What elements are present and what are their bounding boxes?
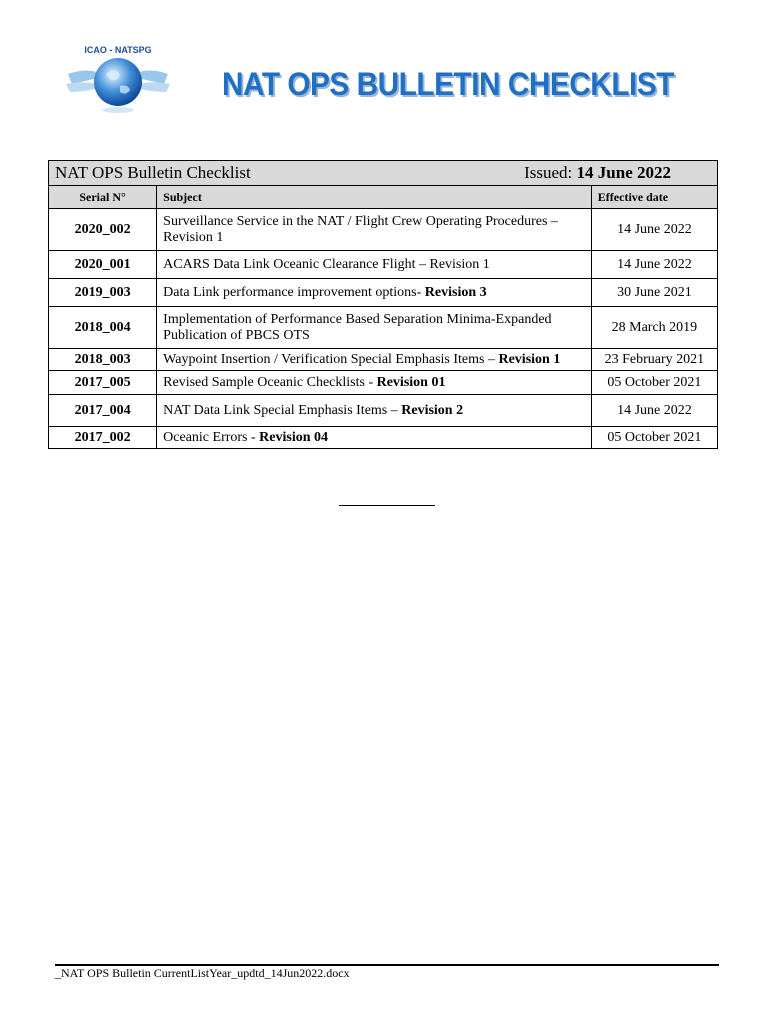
date-cell: 14 June 2022 [591,209,717,251]
table-row [49,395,718,427]
icao-natspg-logo [62,40,174,116]
issued-info [524,163,671,183]
subject-cell: Implementation of Performance Based Separation Minima-Expanded Publication of PBCS OTS [157,307,592,349]
issued-label: Issued: [524,163,573,182]
col-subject: Subject [157,186,592,209]
subject-cell: Data Link performance improvement options- Revision 3 [157,279,592,307]
table-row [49,209,718,251]
serial-cell: 2018_004 [49,307,157,349]
logo-text: ICAO - NATSPG [84,45,152,55]
column-headers [49,186,718,209]
date-cell: 23 February 2021 [591,349,717,371]
date-cell: 05 October 2021 [591,371,717,395]
date-cell: 28 March 2019 [591,307,717,349]
table-row [49,371,718,395]
issued-date: 14 June 2022 [576,163,671,182]
subject-cell: Revised Sample Oceanic Checklists - Revision 01 [157,371,592,395]
end-of-list-divider [339,505,435,506]
serial-cell: 2017_002 [49,427,157,449]
date-cell: 05 October 2021 [591,427,717,449]
date-cell: 14 June 2022 [591,395,717,427]
subject-cell: ACARS Data Link Oceanic Clearance Flight – Revision 1 [157,251,592,279]
serial-cell: 2020_002 [49,209,157,251]
serial-cell: 2019_003 [49,279,157,307]
table-row [49,279,718,307]
table-row [49,349,718,371]
document-title: NAT OPS BULLETIN CHECKLIST [222,66,674,102]
serial-cell: 2018_003 [49,349,157,371]
table-caption: NAT OPS Bulletin Checklist [55,163,251,182]
serial-cell: 2020_001 [49,251,157,279]
date-cell: 30 June 2021 [591,279,717,307]
serial-cell: 2017_004 [49,395,157,427]
subject-cell: Oceanic Errors - Revision 04 [157,427,592,449]
bulletin-table [48,160,718,449]
date-cell: 14 June 2022 [591,251,717,279]
table-row [49,307,718,349]
table-row [49,427,718,449]
subject-cell: Surveillance Service in the NAT / Flight Crew Operating Procedures – Revision 1 [157,209,592,251]
subject-cell: Waypoint Insertion / Verification Special Emphasis Items – Revision 1 [157,349,592,371]
col-effective-date: Effective date [591,186,717,209]
subject-cell: NAT Data Link Special Emphasis Items – Revision 2 [157,395,592,427]
footer-filename: _NAT OPS Bulletin CurrentListYear_updtd_14Jun2022.docx [55,966,350,980]
table-row [49,251,718,279]
serial-cell: 2017_005 [49,371,157,395]
col-serial: Serial N° [49,186,157,209]
table-header-row [49,161,718,186]
